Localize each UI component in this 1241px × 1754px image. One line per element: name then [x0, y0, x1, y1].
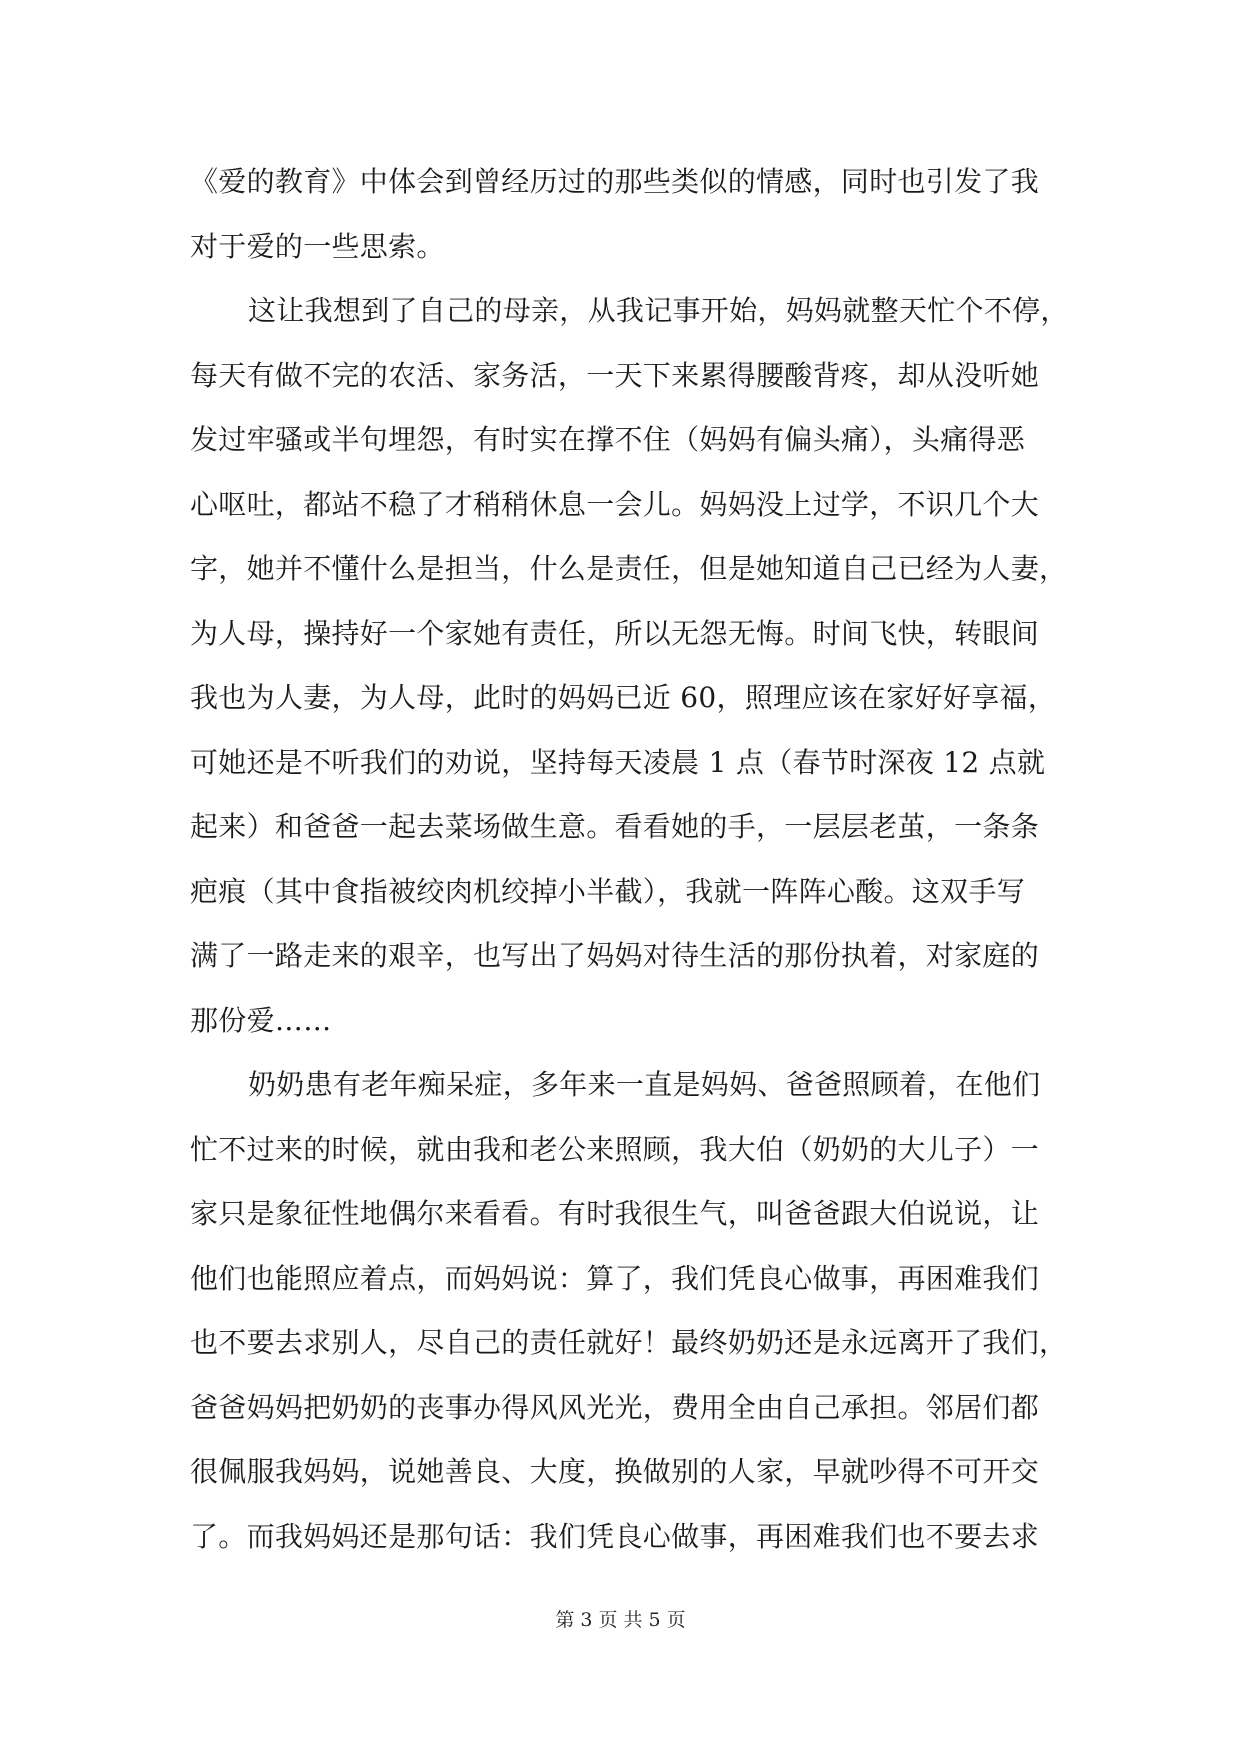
text-line: 起来）和爸爸一起去菜场做生意。看看她的手，一层层老茧，一条条 [190, 810, 1040, 843]
text-line: 发过牢骚或半句埋怨，有时实在撑不住（妈妈有偏头痛），头痛得恶 [190, 423, 1026, 456]
text-line: 字，她并不懂什么是担当，什么是责任，但是她知道自己已经为人妻， [190, 552, 1068, 585]
text-line: 那份爱…… [190, 1003, 332, 1037]
text-line: 很佩服我妈妈，说她善良、大度，换做别的人家，早就吵得不可开交 [190, 1455, 1040, 1488]
text-line: 奶奶患有老年痴呆症，多年来一直是妈妈、爸爸照顾着，在他们 [248, 1068, 1041, 1101]
text-line: 为人母，操持好一个家她有责任，所以无怨无悔。时间飞快，转眼间 [190, 616, 1040, 650]
document-body [190, 150, 1069, 1569]
text-line: 爸爸妈妈把奶奶的丧事办得风风光光，费用全由自己承担。邻居们都 [190, 1390, 1040, 1424]
paragraph [190, 1053, 1068, 1569]
text-line: 满了一路走来的艰辛，也写出了妈妈对待生活的那份执着，对家庭的 [190, 939, 1040, 972]
text-line: 了。而我妈妈还是那句话：我们凭良心做事，再困难我们也不要去求 [190, 1519, 1040, 1553]
paragraph [190, 150, 1050, 279]
text-line: 每天有做不完的农活、家务活，一天下来累得腰酸背疼，却从没听她 [190, 358, 1040, 392]
text-line: 心呕吐，都站不稳了才稍稍休息一会儿。妈妈没上过学，不识几个大 [190, 487, 1040, 521]
text-line: 对于爱的一些思索。 [190, 229, 445, 263]
text-line: 家只是象征性地偶尔来看看。有时我很生气，叫爸爸跟大伯说说，让 [190, 1197, 1040, 1230]
text-line: 这让我想到了自己的母亲，从我记事开始，妈妈就整天忙个不停， [248, 294, 1069, 327]
text-line: 疤痕（其中食指被绞肉机绞掉小半截），我就一阵阵心酸。这双手写 [190, 874, 1026, 908]
text-line: 《爱的教育》中体会到曾经历过的那些类似的情感，同时也引发了我 [190, 165, 1040, 198]
text-line: 他们也能照应着点，而妈妈说：算了，我们凭良心做事，再困难我们 [190, 1261, 1040, 1295]
text-line: 也不要去求别人，尽自己的责任就好！最终奶奶还是永远离开了我们， [190, 1326, 1068, 1359]
paragraph [190, 279, 1069, 1053]
text-line: 我也为人妻，为人母，此时的妈妈已近 60，照理应该在家好好享福， [190, 681, 1057, 714]
text-line: 忙不过来的时候，就由我和老公来照顾，我大伯（奶奶的大儿子）一 [190, 1132, 1040, 1166]
text-line: 可她还是不听我们的劝说，坚持每天凌晨 1 点（春节时深夜 12 点就 [190, 745, 1046, 779]
page-footer: 第 3 页 共 5 页 [555, 1609, 686, 1631]
